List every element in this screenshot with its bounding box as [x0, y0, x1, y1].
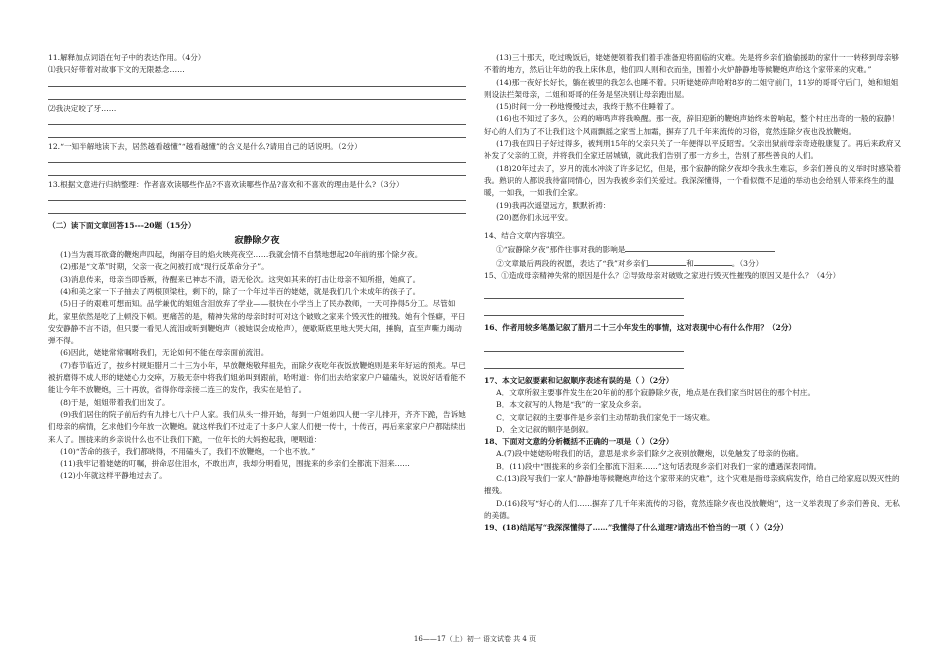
question-14-item-2-and: 和 [686, 258, 694, 268]
question-17-option-d: D．全文记叙的顺序是倒叙。 [496, 424, 594, 434]
paragraph: (17)我在四日子好过得多，被判刑15年的父亲只关了一年便得以平反昭雪。父亲出狱前母亲奇迹般康复了。再后来政府又补发了父亲的工资，并将我们全家迁居城镇，就此我们告别了那一方乡土，告别了那些善良的人们。 [484, 139, 902, 161]
question-11: 11.解释加点词语在句子中的表达作用。（4分） [48, 53, 206, 62]
question-13: 13.根据文意进行归纳整理：作者喜欢读哪些作品?不喜欢读哪些作品?喜欢和不喜欢的理由是什么?（3分） [48, 180, 404, 190]
answer-line [484, 341, 684, 352]
question-14-item-1 [484, 242, 902, 256]
answer-line [484, 358, 684, 369]
question-19: 19、(18)结尾写“我深深懂得了……”我懂得了什么道理?请选出不恰当的一项（ ）（2分） [484, 523, 788, 533]
paragraph: (5)日子的艰难可想而知。品学兼优的姐姐含泪放弃了学业——很快在小学当上了民办教师，一天可挣得5分工。尽管如此，家里依然是吃了上顿没下顿。更痛苦的是，精神失常的母亲时时可对这个破败之家来个毁灭性的摧残。她有个怪癖，平日安安静静不言不语，但只要一看见人流泪或听到鞭炮声（被她误会成枪声），便歇斯底里地大哭大闹，捶胸，直至声嘶力竭动弹不得。 [48, 299, 466, 346]
paragraph: (15)时间一分一秒地慢慢过去，我终于熬不住睡着了。 [496, 102, 679, 112]
paragraph: (9)我们居住的院子前后约有九排七八十户人家。我们从头一排开始，每到一户姐弟四人便一字儿排开，齐齐下跪，告诉她们母亲的病情，乞求他们今年放一次鞭炮。就这样我们不过走了十多户人家人们便一传十，十传百，再后来家家户户都陆续出来人了。围拢来的乡亲说什么也不让我们下跪，一位年长的大妈抱起我，哽咽道： [48, 409, 466, 444]
question-14-item-2-text: ②文章最后两段的祝愿，表达了“我”对乡亲们 [496, 258, 649, 268]
answer-line [48, 115, 466, 125]
paragraph: (16)也不知过了多久，公鸡的啼鸣声将我唤醒。那一夜，辞旧迎新的鞭炮声始终未曾响起，整个村庄出奇的一般的寂静！好心的人们为了不让我们这个风雨飘摇之家雪上加霜，摒弃了几千年来流传的习俗，竟然连除夕夜也没放鞭炮。 [484, 114, 900, 136]
answer-line [48, 128, 466, 138]
answer-line [48, 90, 466, 100]
paragraph: (14)那一夜好长好长，躺在被里的我怎么也睡不着。只听姥姥碎声哈咐8岁的二姐守前门，11岁的哥哥守后门，她和姐姐则设法拦架母亲，二姐和哥哥的任务是坚决别让母亲跑出屋。 [484, 77, 899, 99]
question-11-item-1: ⑴我只好带着对故事下文的无限悬念…… [48, 65, 185, 75]
paragraph: (11)我牢记着姥姥的叮嘱，拼命忍住泪水，不敢出声，我却分明看见，围拢来的乡亲们全都流下泪来…… [60, 459, 410, 469]
section-heading: （二）读下面文章回答15---20题（15分） [48, 221, 196, 231]
answer-line [48, 204, 466, 214]
question-12: 12.“一知半解地读下去，居然越看越懂”“越看越懂”的含义是什么?请用自己的话说明。（2分） [48, 141, 362, 151]
right-column [484, 52, 902, 535]
question-17-option-c: C．文章记叙的主要事件是乡亲们主动帮助我们家免于一场灾难。 [496, 412, 715, 422]
question-18: 18、下面对文意的分析概括不正确的一项是（ ）（2分） [484, 437, 674, 447]
question-14-item-1-text: ①“寂静除夕夜”那件往事对我的影响是 [496, 245, 626, 255]
paragraph: (19)我再次遥望远方，默默祈祷： [496, 200, 611, 210]
paragraph: (3)消息传来，母亲当即昏厥，待醒来已神志不清，语无伦次。这突如其来的打击让母亲不知所措，她疯了。 [60, 274, 421, 284]
question-18-option-a: A.(7)段中姥姥吩咐我们的话，意思是求乡亲们除夕之夜别放鞭炮，以免触发了母亲的伤痛。 [496, 449, 804, 459]
paragraph: (7)春节临近了，按乡村规矩腊月二十三为小年，早放鞭炮敬拜祖先，而除夕夜吃年夜饭放鞭炮则是来年好运的预兆。早已被折磨得不成人形的姥姥心力交瘁，万般无奈中将我们姐弟叫到跟前，哈咐道：你们出去给家家户户磕磕头，说说好话看能不能让今年不放鞭炮，三十再放，省得你母亲接二连三的发作，我实在是怕了。 [48, 360, 466, 395]
question-18-option-b: B．(11)段中“围拢来的乡亲们全都流下泪来……”这句话表现乡亲们对我们一家的遭遇深表同情。 [496, 461, 822, 471]
answer-line [48, 153, 466, 163]
question-18-option-d: D.(16)段写“好心的人们……摒弃了几千年来流传的习俗，竟然连除夕夜也没放鞭炮”，这一义举表现了乡亲们善良、无私的美德。 [484, 498, 900, 520]
fill-blank[interactable] [625, 242, 775, 252]
paragraph: (8)于是，姐姐带着我们出发了。 [60, 397, 170, 407]
paragraph: (1)当为震耳欲聋的鞭炮声四起，绚丽夺目的焰火映亮夜空……我就会情不自禁地想起20年前的那个除夕夜。 [60, 250, 423, 260]
page-footer: 16——17（上）初一 语文试卷 共 4 页 [413, 635, 537, 643]
question-14-item-2-score: 。（3分） [731, 258, 764, 268]
fill-blank[interactable] [648, 257, 686, 266]
answer-line [484, 305, 684, 316]
paragraph: (4)和美之家一下子抽去了两根顶梁柱，剩下的，除了一个年过半百的姥姥，就是我们几个未成年的孩子了。 [60, 286, 421, 296]
paragraph: (10)“苦命的孩子，我们都晓得，不用磕头了，我们不放鞭炮，一个也不放。” [60, 446, 316, 456]
left-column [48, 52, 466, 483]
paragraph: (18)20年过去了，岁月的流水冲淡了许多记忆，但是，那个寂静的除夕夜却令我永生难忘，乡亲们善良的义举时时感染着我。熟识的人都说我待富同情心，因为我被乡亲们关爱过。我深深懂得，一个看似微不足道的举动也会给别人带来终生的温暖，一如我，一如我们全家。 [484, 163, 902, 198]
question-14: 14、结合文章内容填空。 [484, 231, 570, 241]
question-15: 15、①造成母亲精神失常的原因是什么？②导致母亲对破败之家进行毁灭性摧残的原因又是什么？（4分） [484, 271, 841, 281]
answer-line [48, 166, 466, 176]
paragraph: (12)小年就这样平静地过去了。 [60, 471, 167, 481]
paragraph: (20)愿你们永远平安。 [496, 212, 573, 222]
paragraph: (6)因此，姥姥常常嘱咐我们，无论如何不能在母亲面前流泪。 [60, 348, 269, 358]
question-14-item-2 [484, 257, 902, 270]
paragraph: (2)那是“文革”时期，父亲一夜之间被打成“现行反革命分子”。 [60, 262, 269, 272]
question-18-option-c: C.(13)段写我们一家人“静静地等候鞭炮声给这个家带来的灾难”，这个灾难是指母亲疯病发作，给自己给家庭以毁灭性的摧残。 [484, 474, 900, 496]
question-16: 16、作者用较多笔墨记叙了腊月二十三小年发生的事情，这对表现中心有什么作用？（2分） [484, 323, 797, 333]
answer-line [48, 191, 466, 201]
question-17-option-b: B．本文叙写的人物是“我”的一家及众乡亲。 [496, 400, 647, 410]
question-17-option-a: A．文章所叙主要事件发生在20年前的那个寂静除夕夜，地点是在我们家当时居住的那个村庄。 [496, 387, 816, 397]
answer-line [48, 77, 466, 87]
question-17: 17、本文记叙要素和记叙顺序表述有误的是（ ）（2分） [484, 375, 674, 385]
paragraph: (13)三十那天，吃过晚饭后，姥姥便领着我们着手准备迎将面临的灾难。先是将乡亲们偷偷援助的家什一一转移到母亲够不着的地方，然后让年幼的我上床休息，他们四人则和衣而坐，围着小火炉静静地等候鞭炮声给这个家带来的灾难。” [484, 53, 900, 75]
question-11-item-2: ⑵我决定咬了牙…… [48, 103, 117, 113]
fill-blank[interactable] [694, 257, 732, 266]
answer-line [484, 288, 684, 299]
article-title: 寂静除夕夜 [234, 235, 280, 246]
